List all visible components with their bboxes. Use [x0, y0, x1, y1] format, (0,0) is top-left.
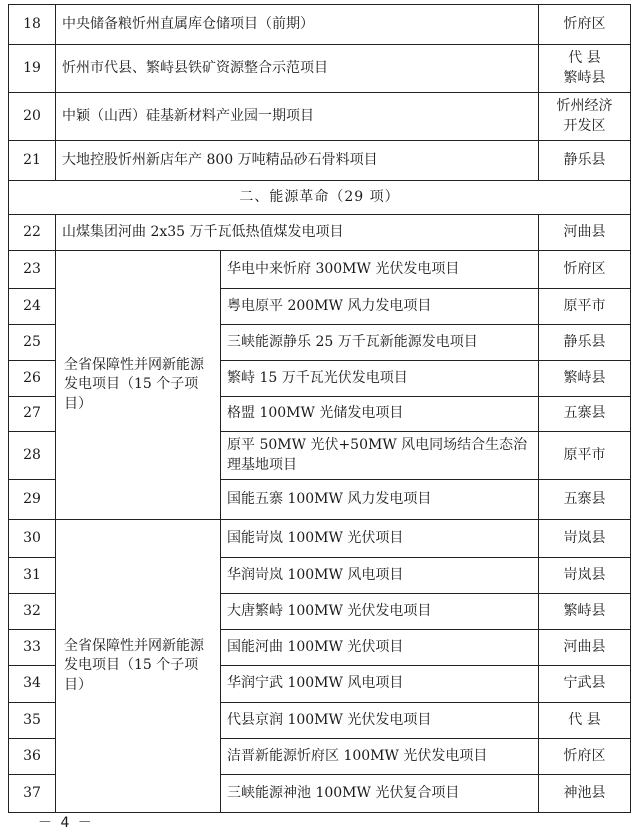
- row-number: 32: [9, 594, 56, 630]
- project-name: 三峡能源神池 100MW 光伏复合项目: [221, 775, 539, 813]
- location: 原平市: [539, 432, 631, 480]
- group-name: 全省保障性并网新能源发电项目（15 个子项目）: [56, 520, 221, 813]
- row-number: 35: [9, 703, 56, 739]
- project-name: 忻州市代县、繁峙县铁矿资源整合示范项目: [56, 45, 539, 93]
- row-number: 24: [9, 289, 56, 325]
- project-name: 国能五寨 100MW 风力发电项目: [221, 480, 539, 520]
- project-table: [8, 4, 631, 813]
- row-number: 30: [9, 520, 56, 558]
- row-number: 34: [9, 666, 56, 703]
- location: 河曲县: [539, 215, 631, 251]
- project-name: 国能河曲 100MW 光伏项目: [221, 630, 539, 666]
- row-number: 31: [9, 558, 56, 594]
- location: 静乐县: [539, 141, 631, 181]
- table-row: [9, 251, 631, 289]
- project-name: 大地控股忻州新店年产 800 万吨精品砂石骨料项目: [56, 141, 539, 181]
- location: 代 县 繁峙县: [539, 45, 631, 93]
- project-name: 山煤集团河曲 2x35 万千瓦低热值煤发电项目: [56, 215, 539, 251]
- location: 神池县: [539, 775, 631, 813]
- row-number: 22: [9, 215, 56, 251]
- project-name: 洁晋新能源忻府区 100MW 光伏发电项目: [221, 739, 539, 775]
- row-number: 21: [9, 141, 56, 181]
- row-number: 27: [9, 397, 56, 432]
- row-number: 37: [9, 775, 56, 813]
- project-name: 格盟 100MW 光储发电项目: [221, 397, 539, 432]
- project-name: 华润宁武 100MW 风电项目: [221, 666, 539, 703]
- project-name: 中央储备粮忻州直属库仓储项目（前期）: [56, 5, 539, 45]
- table-row: [9, 5, 631, 45]
- table-row: [9, 93, 631, 141]
- group-name: 全省保障性并网新能源发电项目（15 个子项目）: [56, 251, 221, 520]
- project-name: 中颖（山西）硅基新材料产业园一期项目: [56, 93, 539, 141]
- project-name: 粤电原平 200MW 风力发电项目: [221, 289, 539, 325]
- page-number: － 4 －: [38, 815, 94, 831]
- section-title: 二、能源革命（29 项）: [9, 181, 631, 215]
- table-row: [9, 520, 631, 558]
- row-number: 33: [9, 630, 56, 666]
- row-number: 36: [9, 739, 56, 775]
- location: 忻州经济 开发区: [539, 93, 631, 141]
- location: 忻府区: [539, 739, 631, 775]
- location: 繁峙县: [539, 361, 631, 397]
- project-name: 华电中来忻府 300MW 光伏发电项目: [221, 251, 539, 289]
- location: 宁武县: [539, 666, 631, 703]
- row-number: 19: [9, 45, 56, 93]
- project-name: 三峡能源静乐 25 万千瓦新能源发电项目: [221, 325, 539, 361]
- row-number: 20: [9, 93, 56, 141]
- location: 五寨县: [539, 480, 631, 520]
- table-row: [9, 215, 631, 251]
- location: 岢岚县: [539, 520, 631, 558]
- location: 河曲县: [539, 630, 631, 666]
- row-number: 28: [9, 432, 56, 480]
- row-number: 25: [9, 325, 56, 361]
- section-row: [9, 181, 631, 215]
- row-number: 26: [9, 361, 56, 397]
- project-name: 华润岢岚 100MW 风电项目: [221, 558, 539, 594]
- location: 静乐县: [539, 325, 631, 361]
- row-number: 29: [9, 480, 56, 520]
- project-name: 繁峙 15 万千瓦光伏发电项目: [221, 361, 539, 397]
- project-table-body: [9, 5, 631, 813]
- table-row: [9, 141, 631, 181]
- location: 忻府区: [539, 251, 631, 289]
- project-name: 原平 50MW 光伏+50MW 风电同场结合生态治理基地项目: [221, 432, 539, 480]
- location: 五寨县: [539, 397, 631, 432]
- location: 岢岚县: [539, 558, 631, 594]
- project-name: 国能岢岚 100MW 光伏项目: [221, 520, 539, 558]
- project-name: 代县京润 100MW 光伏发电项目: [221, 703, 539, 739]
- row-number: 18: [9, 5, 56, 45]
- location: 忻府区: [539, 5, 631, 45]
- project-name: 大唐繁峙 100MW 光伏发电项目: [221, 594, 539, 630]
- row-number: 23: [9, 251, 56, 289]
- location: 代 县: [539, 703, 631, 739]
- table-row: [9, 45, 631, 93]
- location: 繁峙县: [539, 594, 631, 630]
- location: 原平市: [539, 289, 631, 325]
